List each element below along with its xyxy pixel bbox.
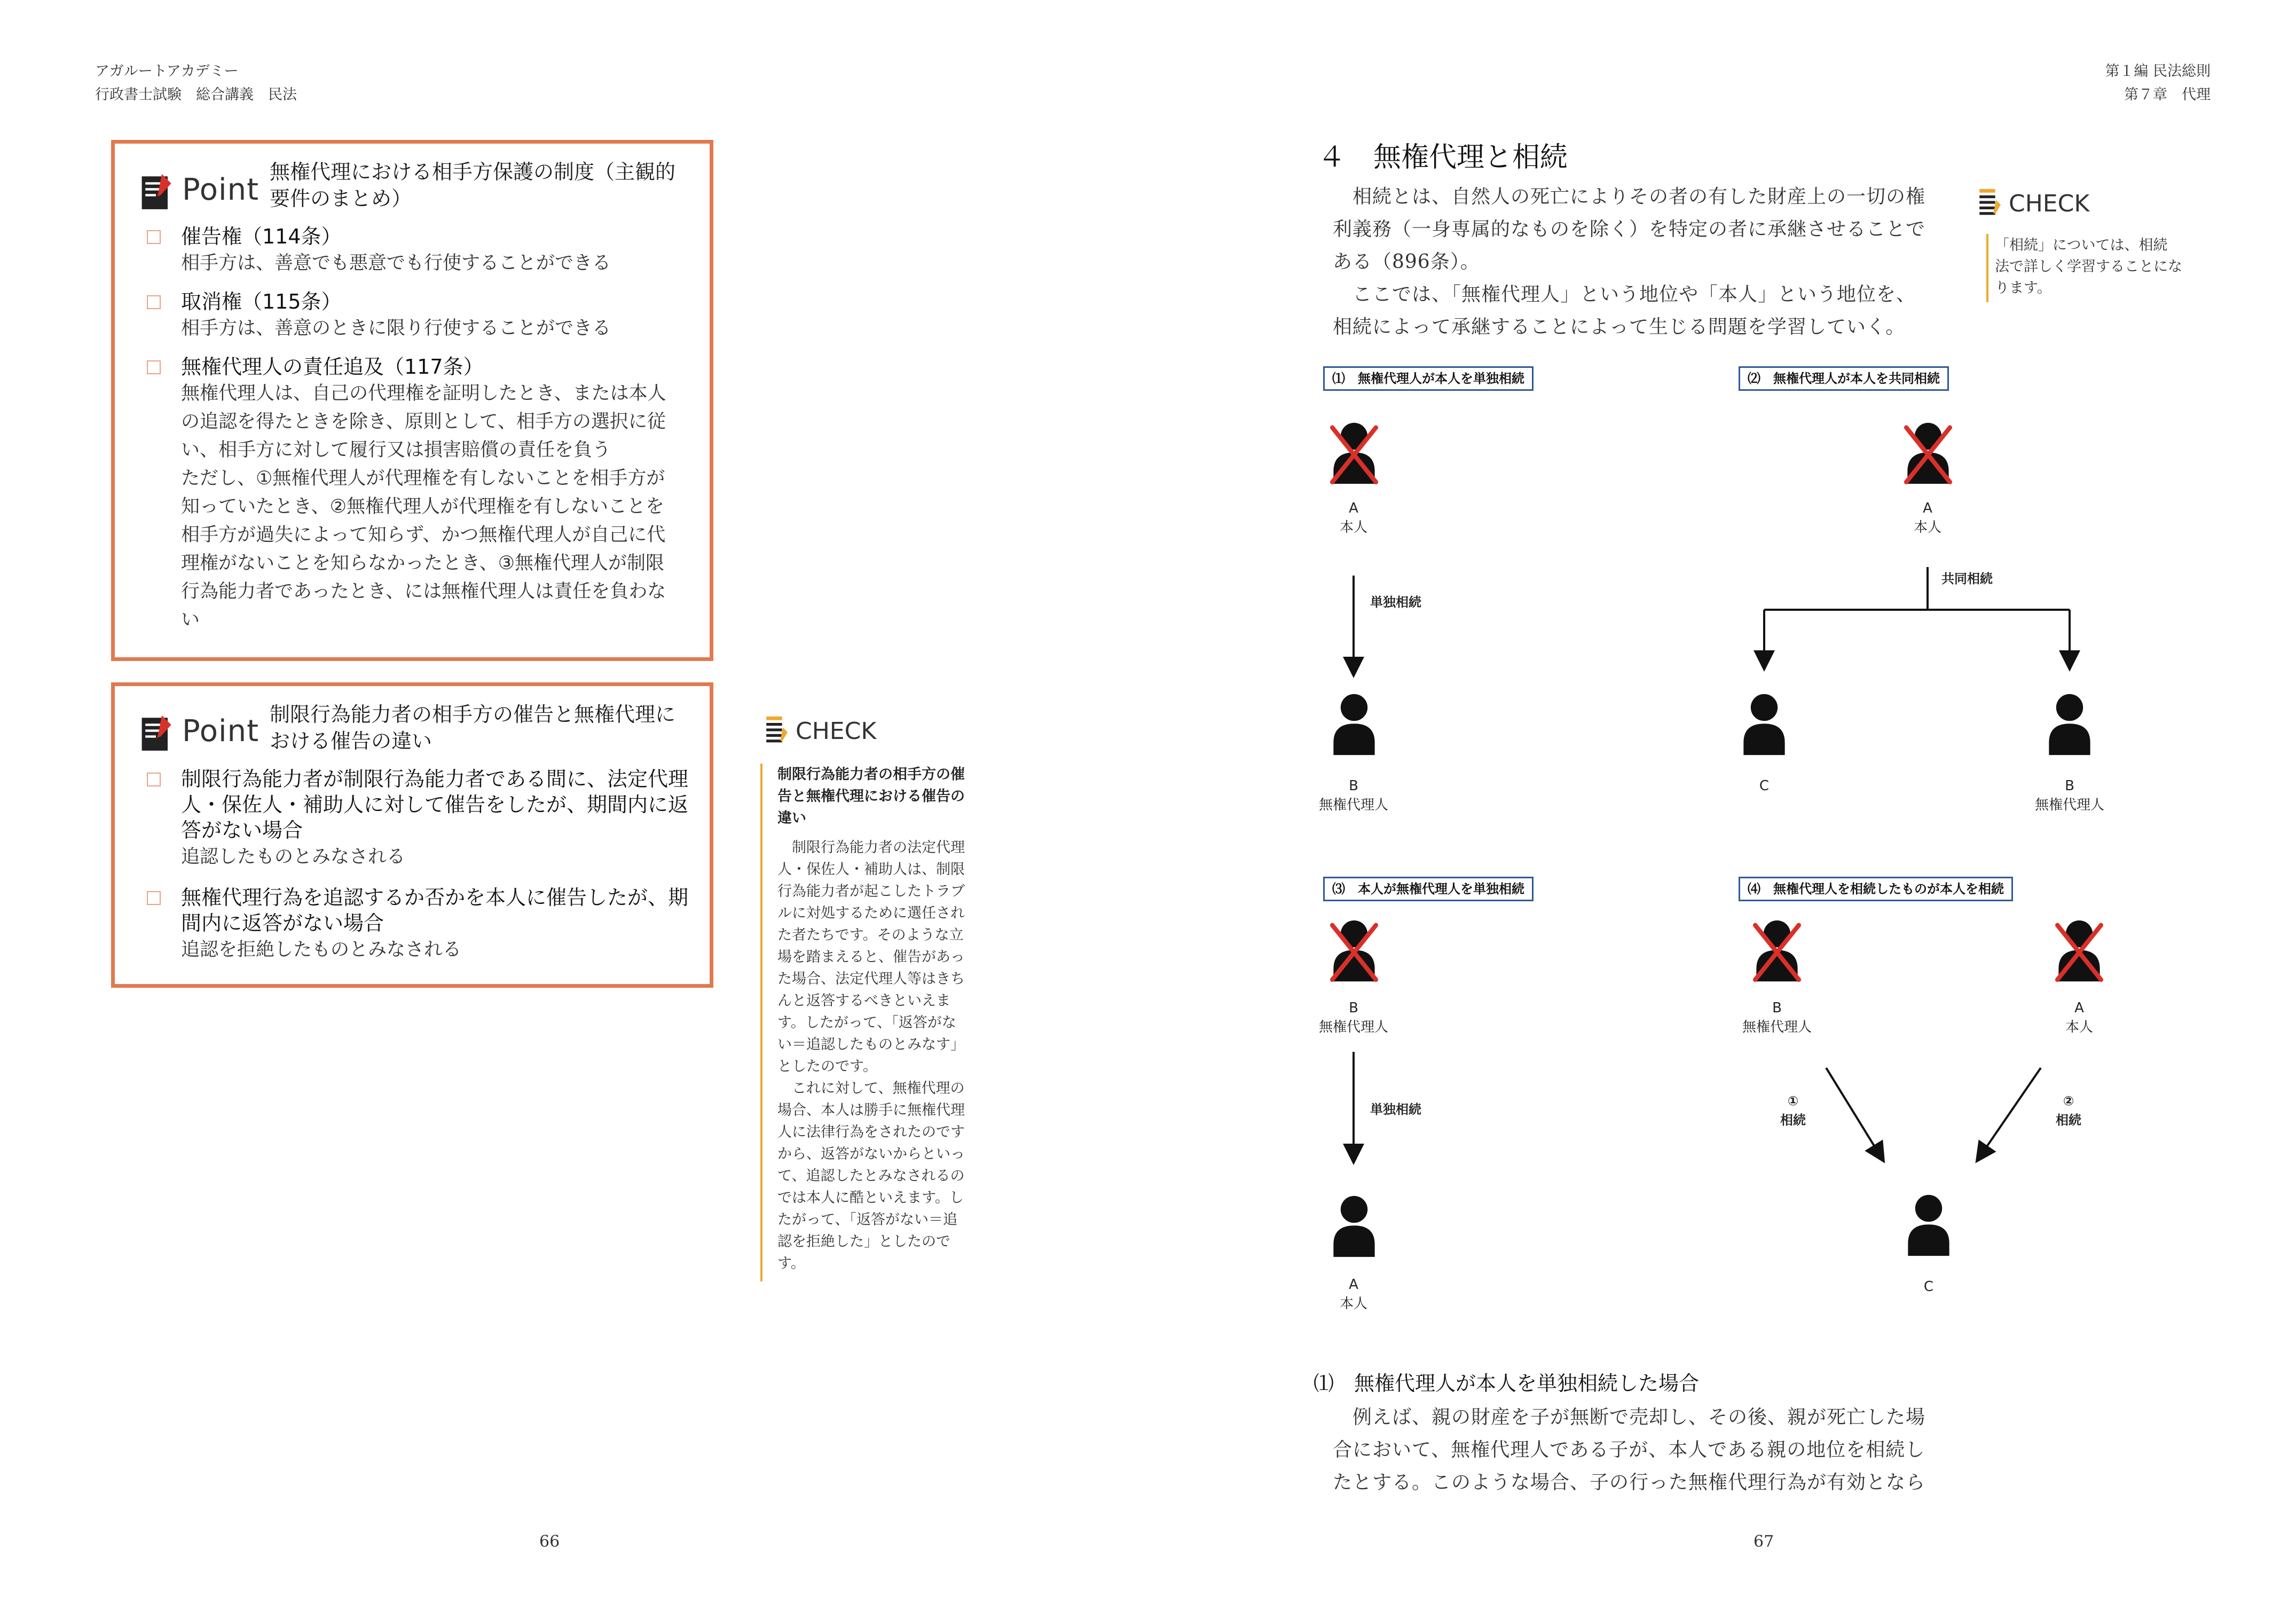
arrow-label: 共同相続 [1941,571,1993,586]
person-icon [2047,693,2092,756]
check-note-left: 制限行為能力者の相手方の催 告と無権代理における催告の 違い 制限行為能力者の法定代理 人・保佐人・補助人は、制限 行為能力者が起こしたトラブ ルに対処するために選任され た者たちです。そのような立 場を踏まえると、催告があっ た場合、法定代理人等はきち んと返答するべきといえま す。したがって、「返答がな い＝追認したものとみなす」 としたのです。 これに対して、無権代理の 場合、本人は勝手に無権代理 人に法律行為をされたのです から、返答がないからといっ て、追認したとみなされるの では本人に酷といえます。し たがって、「返答がない＝追 認を拒絶した」としたので す。 [777,766,965,1272]
person-icon [1742,693,1787,756]
diagram-label: ⑵ 無権代理人が本人を共同相続 [1739,366,1949,391]
person-caption: C [1923,1279,1934,1295]
check-label: CHECK [2009,190,2090,217]
point-label: Point [182,172,260,207]
person-caption: C [1759,778,1770,794]
cross-icon [2054,916,2105,986]
arrow-label: ① 相続 [1780,1093,1806,1128]
person-caption: A 本人 [1339,1277,1367,1312]
page-number-right: 67 [1754,1532,1774,1551]
person-caption: B 無権代理人 [2034,778,2104,813]
diagram-label: ⑴ 無権代理人が本人を単独相続 [1323,366,1534,391]
intro-paragraph: 相続とは、自然人の死亡によりその者の有した財産上の一切の権 利義務（一身専属的なものを除く）を特定の者に承継させることで ある（896条）。 ここでは、「無権代理人」という地位や「本人」という地位を、 相続によって承継することによって生じる問題を学習していく。 [1333,186,1926,338]
person-icon [1332,693,1377,756]
running-header-left: アガルートアカデミー 行政書士試験 総合講義 民法 [95,63,297,103]
page-number-left: 66 [539,1532,560,1551]
subsection-title: ⑴ 無権代理人が本人を単独相続した場合 [1314,1372,1700,1395]
point-box-1: Point 無権代理における相手方保護の制度（主観的 要件のまとめ） 催告権（114条） 相手方は、善意でも悪意でも行使することができる 取消権（115条） 相手方は、善意のときに限り行使することができる 無権代理人の責任追及（117条） 無権代理人は、自己の代理権を証明したとき、または本人 の追認を得たときを除き、原則として、相手方の選択に従 い、相手方に対して履行又は損害賠償の責任を負う ただし、①無権代理人が代理権を有しないことを相手方が 知っていたとき、②無権代理人が代理権を有しないことを 相手方が過失によって知らず、かつ無権代理人が自己に代 理権がないことを知らなかったとき、③無権代理人が制限 行為能力者であったとき、には無権代理人は責任を負わな い [111,140,713,661]
check-label: CHECK [796,718,877,745]
person-icon [1906,1194,1951,1257]
section-title: ４ 無権代理と相続 [1318,141,1568,174]
person-caption: B 無権代理人 [1318,1000,1388,1035]
person-icon [1332,1195,1377,1258]
diagram-label: ⑶ 本人が無権代理人を単独相続 [1323,877,1534,901]
cross-icon [1328,916,1380,986]
person-caption: A 本人 [1339,500,1367,536]
point-box-2: Point 制限行為能力者の相手方の催告と無権代理に おける催告の違い 制限行為能力者が制限行為能力者である間に、法定代理 人・保佐人・補助人に対して催告をしたが、期間内に返 答がない場合 追認したものとみなされる 無権代理行為を追認するか否かを本人に催告したが、期 間内に返答がない場合 追認を拒絶したものとみなされる [111,682,713,988]
person-caption: A 本人 [1913,500,1941,536]
point-title: 無権代理における相手方保護の制度（主観的 要件のまとめ） [270,160,676,210]
running-header-right: 第１編 民法総則 第７章 代理 [2105,63,2211,103]
cross-icon [1751,916,1803,986]
point-title: 制限行為能力者の相手方の催告と無権代理に おける催告の違い [270,703,676,753]
person-caption: A 本人 [2065,1000,2093,1035]
cross-icon [1328,419,1380,488]
person-caption: B 無権代理人 [1742,1000,1812,1035]
check-note-right: 「相続」については、相続 法で詳しく学習することにな ります。 [1995,237,2182,296]
point-label: Point [182,714,260,749]
subsection-paragraph: 例えば、親の財産を子が無断で売却し、その後、親が死亡した場 合において、無権代理人である子が、本人である親の地位を相続し たとする。このような場合、子の行った無権代理行為が有効となら [1333,1406,1926,1493]
arrow-label: 単独相続 [1370,595,1421,610]
cross-icon [1902,419,1954,488]
person-caption: B 無権代理人 [1318,778,1388,813]
arrow-label: 単独相続 [1370,1102,1421,1117]
arrow-label: ② 相続 [2056,1093,2081,1128]
diagram-label: ⑷ 無権代理人を相続したものが本人を相続 [1739,877,2013,901]
